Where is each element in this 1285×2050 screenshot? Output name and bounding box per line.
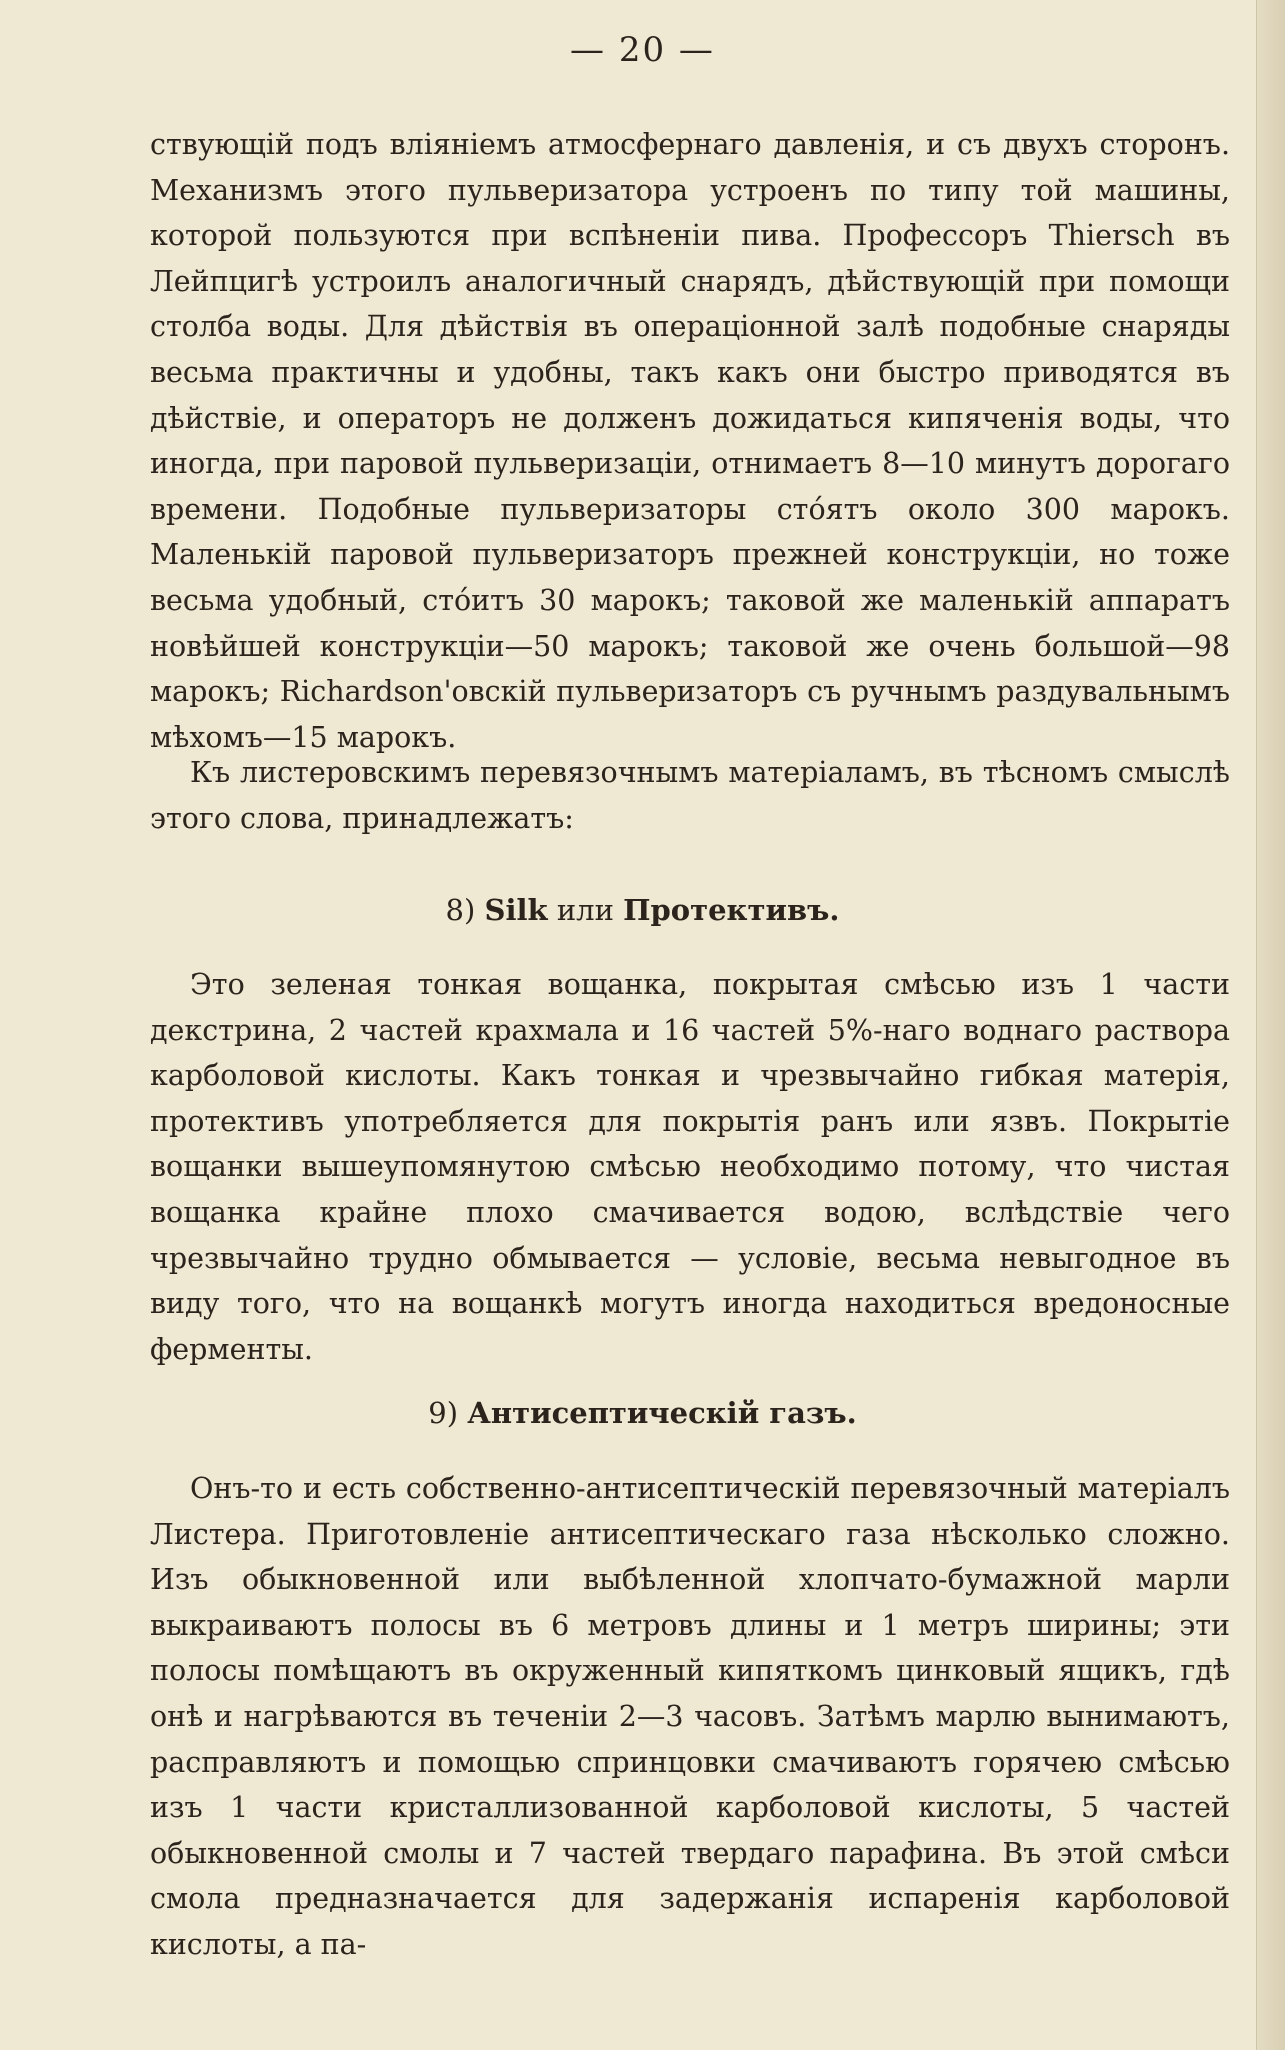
section-title-silk: Silk <box>484 893 548 927</box>
paragraph-text: ствующій подъ вліяніемъ атмосфернаго давленія, и съ двухъ сторонъ. Механизмъ этого пульверизатора устроенъ по типу той машины, которой пользуются при вспѣненіи пива. Профессоръ Thiersch въ Лейпцигѣ устроилъ аналогичный снарядъ, дѣйствующій при помощи столба воды. Для дѣйствія въ операціонной залѣ подобные снаряды весьма практичны и удобны, такъ какъ они быстро приводятся въ дѣйствіе, и операторъ не долженъ дожидаться кипяченія воды, что иногда, при паровой пульверизаціи, отнимаетъ 8—10 минутъ дорогаго времени. Подобные пульверизаторы стóятъ около 300 марокъ. Маленькій паровой пульверизаторъ прежней конструкціи, но тоже весьма удобный, стóитъ 30 марокъ; таковой же маленькій аппаратъ новѣйшей конструкціи—50 марокъ; таковой же очень большой—98 марокъ; Richardson'овскій пульверизаторъ съ ручнымъ раздувальнымъ мѣхомъ—15 марокъ. <box>150 128 1230 754</box>
page-number: — 20 — <box>570 30 715 70</box>
paragraph-antiseptic-gauze <box>150 1466 1230 1968</box>
section-title-protective: Протективъ. <box>623 893 840 927</box>
section-conjunction: или <box>556 893 614 927</box>
section-number: 8) <box>445 893 476 927</box>
section-heading-silk <box>0 890 1285 930</box>
section-number: 9) <box>428 1396 459 1430</box>
paragraph-protective <box>150 962 1230 1372</box>
section-title: Антисептическій газъ. <box>467 1396 857 1430</box>
paragraph-text: Онъ-то и есть собственно-антисептическій перевязочный матеріалъ Листера. Приготовленіе антисептическаго газа нѣсколько сложно. Изъ обыкновенной или выбѣленной хлопчато-бумажной марли выкраиваютъ полосы въ 6 метровъ длины и 1 метръ ширины; эти полосы помѣщаютъ въ окруженный кипяткомъ цинковый ящикъ, гдѣ онѣ и нагрѣваются въ теченіи 2—3 часовъ. Затѣмъ марлю вынимаютъ, расправляютъ и помощью спринцовки смачиваютъ горячею смѣсью изъ 1 части кристаллизованной карболовой кислоты, 5 частей обыкновенной смолы и 7 частей твердаго парафина. Въ этой смѣси смола предназначается для задержанія испаренія карболовой кислоты, а па- <box>150 1472 1230 1961</box>
paragraph-materials-intro <box>150 750 1230 841</box>
paragraph-text: Это зеленая тонкая вощанка, покрытая смѣсью изъ 1 части декстрина, 2 частей крахмала и 16 частей 5%-наго воднаго раствора карболовой кислоты. Какъ тонкая и чрезвычайно гибкая матерія, протективъ употребляется для покрытія ранъ или язвъ. Покрытіе вощанки вышеупомянутою смѣсью необходимо потому, что чистая вощанка крайне плохо смачивается водою, вслѣдствіе чего чрезвычайно трудно обмывается — условіе, весьма невыгодное въ виду того, что на вощанкѣ могутъ иногда находиться вредоносные ферменты. <box>150 968 1230 1366</box>
paragraph-pulverizer <box>150 122 1230 760</box>
page-edge <box>1256 0 1285 2050</box>
paragraph-text: Къ листеровскимъ перевязочнымъ матеріаламъ, въ тѣсномъ смыслѣ этого слова, принадлежатъ: <box>150 756 1230 835</box>
section-heading-antiseptic-gauze <box>0 1393 1285 1433</box>
